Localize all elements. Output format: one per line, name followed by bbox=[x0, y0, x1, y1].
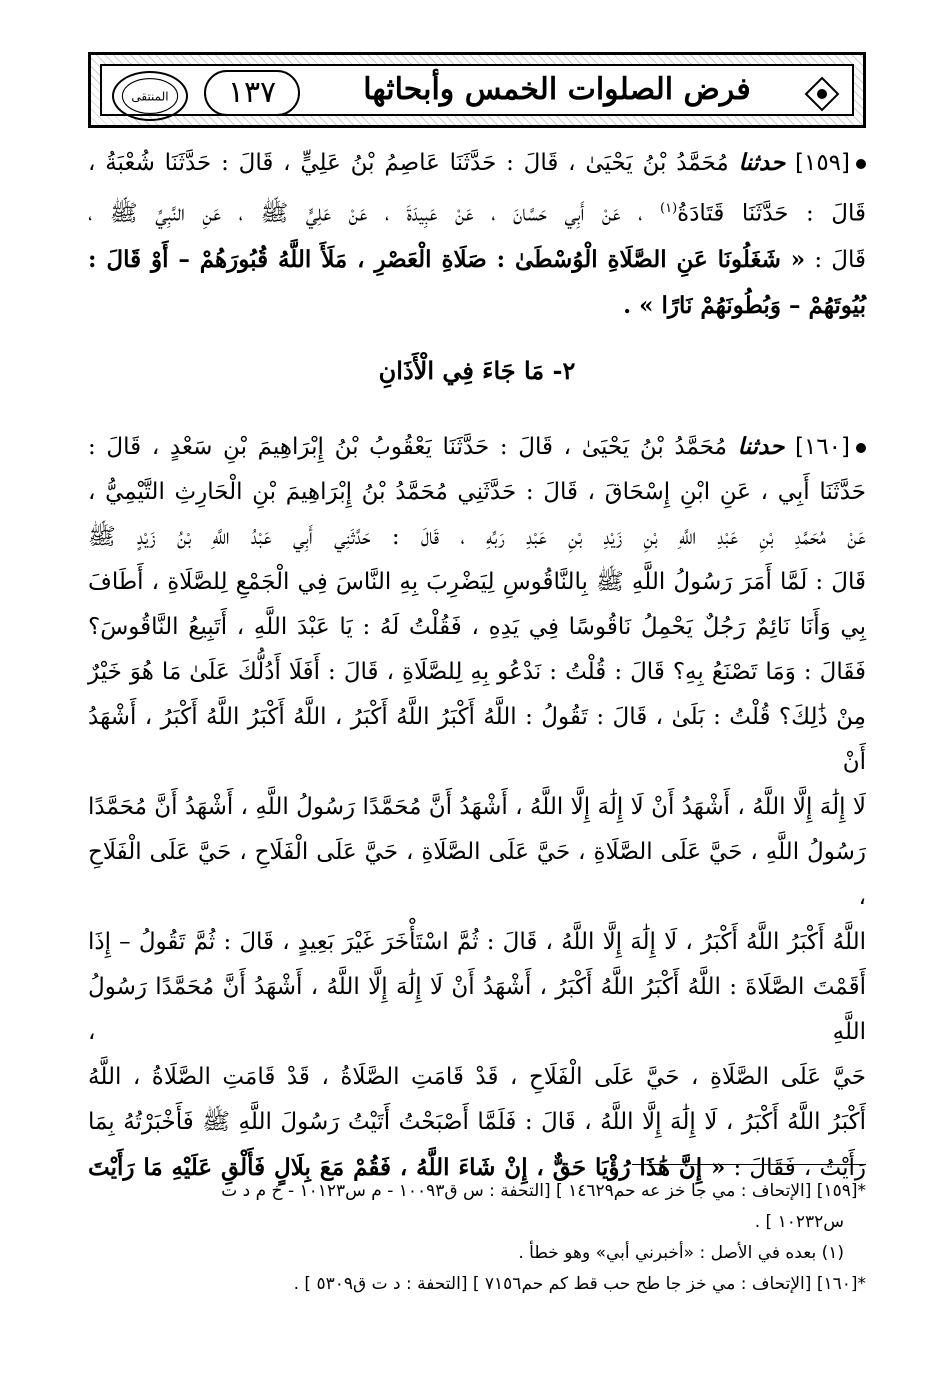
footnote-divider bbox=[632, 1164, 866, 1165]
hadith-159 bbox=[88, 140, 866, 329]
publisher-logo bbox=[112, 71, 188, 121]
hadith-text-line: حَدَّثَنَا أَبِي ، عَنِ ابْنِ إِسْحَاقَ ، قَالَ : حَدَّثَنِي مُحَمَّدُ بْنُ إِبْرَاهِيمَ بْنِ الْحَارِثِ التَّيْمِيُّ ، bbox=[88, 479, 866, 505]
hadith-text-line: مُحَمَّدُ بْنُ يَحْيَىٰ ، قَالَ : حَدَّثَنَا عَاصِمُ بْنُ عَلِيٍّ ، قَالَ : حَدَّثَنَا شُعْبَةُ ، bbox=[88, 150, 729, 176]
hadith-text-line: أَكْبَرُ اللَّهُ أَكْبَرُ ، لَا إِلَٰهَ إِلَّا اللَّهُ ، قَالَ : فَلَمَّا أَصْبَحْتُ أَتَيْتُ رَسُولَ اللَّهِ ﷺ فَأَخْبَرْتُهُ بِمَا bbox=[88, 1109, 866, 1135]
prophetic-quote: « شَغَلُونَا عَنِ الصَّلَاةِ الْوُسْطَىٰ : صَلَاةِ الْعَصْرِ ، مَلَأَ اللَّهُ قُبُورَهُمْ – أَوْ قَالَ : bbox=[88, 245, 806, 273]
prophetic-quote: بُيُوتَهُمْ – وَبُطُونَهُمْ نَارًا » . bbox=[623, 291, 866, 319]
hadith-text-line: مِنْ ذَٰلِكَ؟ قُلْتُ : بَلَىٰ ، قَالَ : تَقُولُ : اللَّهُ أَكْبَرُ اللَّهُ أَكْبَرُ ، اللَّهُ أَكْبَرُ اللَّهُ أَكْبَرُ ، أَشْهَدُ أَنْ bbox=[88, 704, 866, 775]
hadith-text-line: ، عَنْ أَبِي حَسَّانَ ، عَنْ عَبِيدَةَ ، عَنْ عَلِيٍّ ﷺ ، عَنِ النَّبِيِّ ﷺ ، bbox=[88, 200, 643, 227]
hadith-number: [١٦٠] bbox=[794, 434, 851, 460]
hadith-number: [١٥٩] bbox=[794, 150, 851, 176]
hadith-text-line: عَنْ مُحَمَّدِ بْنِ عَبْدِ اللَّهِ بْنِ زَيْدِ بْنِ عَبْدِ رَبِّهِ ، قَالَ : حَدَّثَنِي أَبِي عَبْدُ اللَّهِ بْنُ زَيْدٍ ﷺ bbox=[88, 524, 866, 550]
bullet-icon bbox=[856, 443, 866, 453]
hadith-text-line: لَا إِلَٰهَ إِلَّا اللَّهُ ، أَشْهَدُ أَنْ لَا إِلَٰهَ إِلَّا اللَّهُ ، أَشْهَدُ أَنَّ مُحَمَّدًا رَسُولُ اللَّهِ ، أَشْهَدُ أَنَّ مُحَمَّدًا bbox=[88, 794, 866, 820]
hadith-text-line: رَأَيْتُ ، فَقَالَ : bbox=[733, 1155, 866, 1181]
hadith-text-line: فَقَالَ : وَمَا تَصْنَعُ بِهِ؟ قَالَ : قُلْتُ : نَدْعُو بِهِ لِلصَّلَاةِ ، قَالَ : أَفَلَا أَدُلُّكَ عَلَىٰ مَا هُوَ خَيْرٌ bbox=[88, 659, 866, 685]
header-inner-frame bbox=[100, 64, 854, 116]
logo-icon bbox=[114, 73, 186, 119]
hadith-text-line: مُحَمَّدُ بْنُ يَحْيَىٰ ، قَالَ : حَدَّثَنَا يَعْقُوبُ بْنُ إِبْرَاهِيمَ بْنِ سَعْدٍ ، قَالَ : bbox=[88, 434, 727, 460]
hadith-text-line: أَقَمْتَ الصَّلَاةَ : اللَّهُ أَكْبَرُ اللَّهُ أَكْبَرُ ، أَشْهَدُ أَنْ لَا إِلَٰهَ إِلَّا اللَّهُ ، أَشْهَدُ أَنَّ مُحَمَّدًا رَسُولُ اللَّهِ ، bbox=[88, 974, 866, 1045]
footnote-160: *[١٦٠] [الإتحاف : مي خز جا طح حب قط كم حم٧١٥٦ ] [التحفة : د ت ق٥٣٠٩ ] . bbox=[293, 1274, 866, 1294]
hadith-text-line: قَالَ : حَدَّثَنَا قَتَادَةُ bbox=[677, 200, 866, 227]
footnotes bbox=[88, 1176, 866, 1300]
footnote-159-cont: س١٠٢٣٢ ] . bbox=[754, 1212, 844, 1232]
hadith-keyword: حدثنا bbox=[738, 149, 786, 176]
page-number: ١٣٧ bbox=[204, 70, 300, 116]
page-title: فرض الصلوات الخمس وأبحاثها bbox=[363, 72, 751, 107]
footnote-ref[interactable]: (١) bbox=[660, 201, 678, 216]
hadith-text-line: اللَّهُ أَكْبَرُ اللَّهُ أَكْبَرُ ، لَا إِلَٰهَ إِلَّا اللَّهُ ، قَالَ : ثُمَّ اسْتَأْخَرَ غَيْرَ بَعِيدٍ ، قَالَ : ثُمَّ تَقُولُ – إِذَا bbox=[88, 929, 866, 955]
footnote-159: *[١٥٩] [الإتحاف : مي جا خز عه حم١٤٦٢٩ ] [التحفة : س ق١٠٠٩٣ - م س١٠١٢٣ - خ م د ت bbox=[221, 1181, 866, 1201]
hadith-text-line: حَيَّ عَلَى الصَّلَاةِ ، حَيَّ عَلَى الْفَلَاحِ ، قَدْ قَامَتِ الصَّلَاةُ ، قَدْ قَامَتِ الصَّلَاةُ ، اللَّهُ bbox=[88, 1064, 866, 1090]
hadith-text-line: رَسُولُ اللَّهِ ، حَيَّ عَلَى الصَّلَاةِ ، حَيَّ عَلَى الصَّلَاةِ ، حَيَّ عَلَى الْفَلَاحِ ، حَيَّ عَلَى الْفَلَاحِ ، bbox=[88, 839, 866, 910]
hadith-160 bbox=[88, 424, 866, 1191]
ornament-icon bbox=[802, 74, 842, 114]
hadith-text-line: قَالَ : bbox=[814, 246, 867, 273]
hadith-keyword: حدثنا bbox=[737, 433, 785, 460]
hadith-text-line: قَالَ : لَمَّا أَمَرَ رَسُولُ اللَّهِ ﷺ بِالنَّاقُوسِ لِيَضْرِبَ بِهِ النَّاسَ فِي الْجَمْعِ لِلصَّلَاةِ ، أَطَافَ bbox=[88, 569, 866, 595]
hadith-text-line: بِي وَأَنَا نَائِمٌ رَجُلٌ يَحْمِلُ نَاقُوسًا فِي يَدِهِ ، فَقُلْتُ لَهُ : يَا عَبْدَ اللَّهِ ، أَتَبِيعُ النَّاقُوسَ؟ bbox=[88, 614, 866, 640]
section-heading: ٢- مَا جَاءَ فِي الْأَذَانِ bbox=[378, 356, 576, 385]
prophetic-quote: « إِنَّ هَٰذَا رُؤْيَا حَقٌّ ، إِنْ شَاءَ اللَّهُ ، فَقُمْ مَعَ بِلَالٍ فَأَلْقِ عَلَيْهِ مَا رَأَيْتَ bbox=[88, 1154, 726, 1181]
logo-text: المنتقى bbox=[131, 89, 169, 104]
footnote-1: (١) بعده في الأصل : «أخبرني أبي» وهو خطأ . bbox=[518, 1243, 844, 1263]
bullet-icon bbox=[856, 159, 866, 169]
running-header bbox=[88, 52, 866, 128]
